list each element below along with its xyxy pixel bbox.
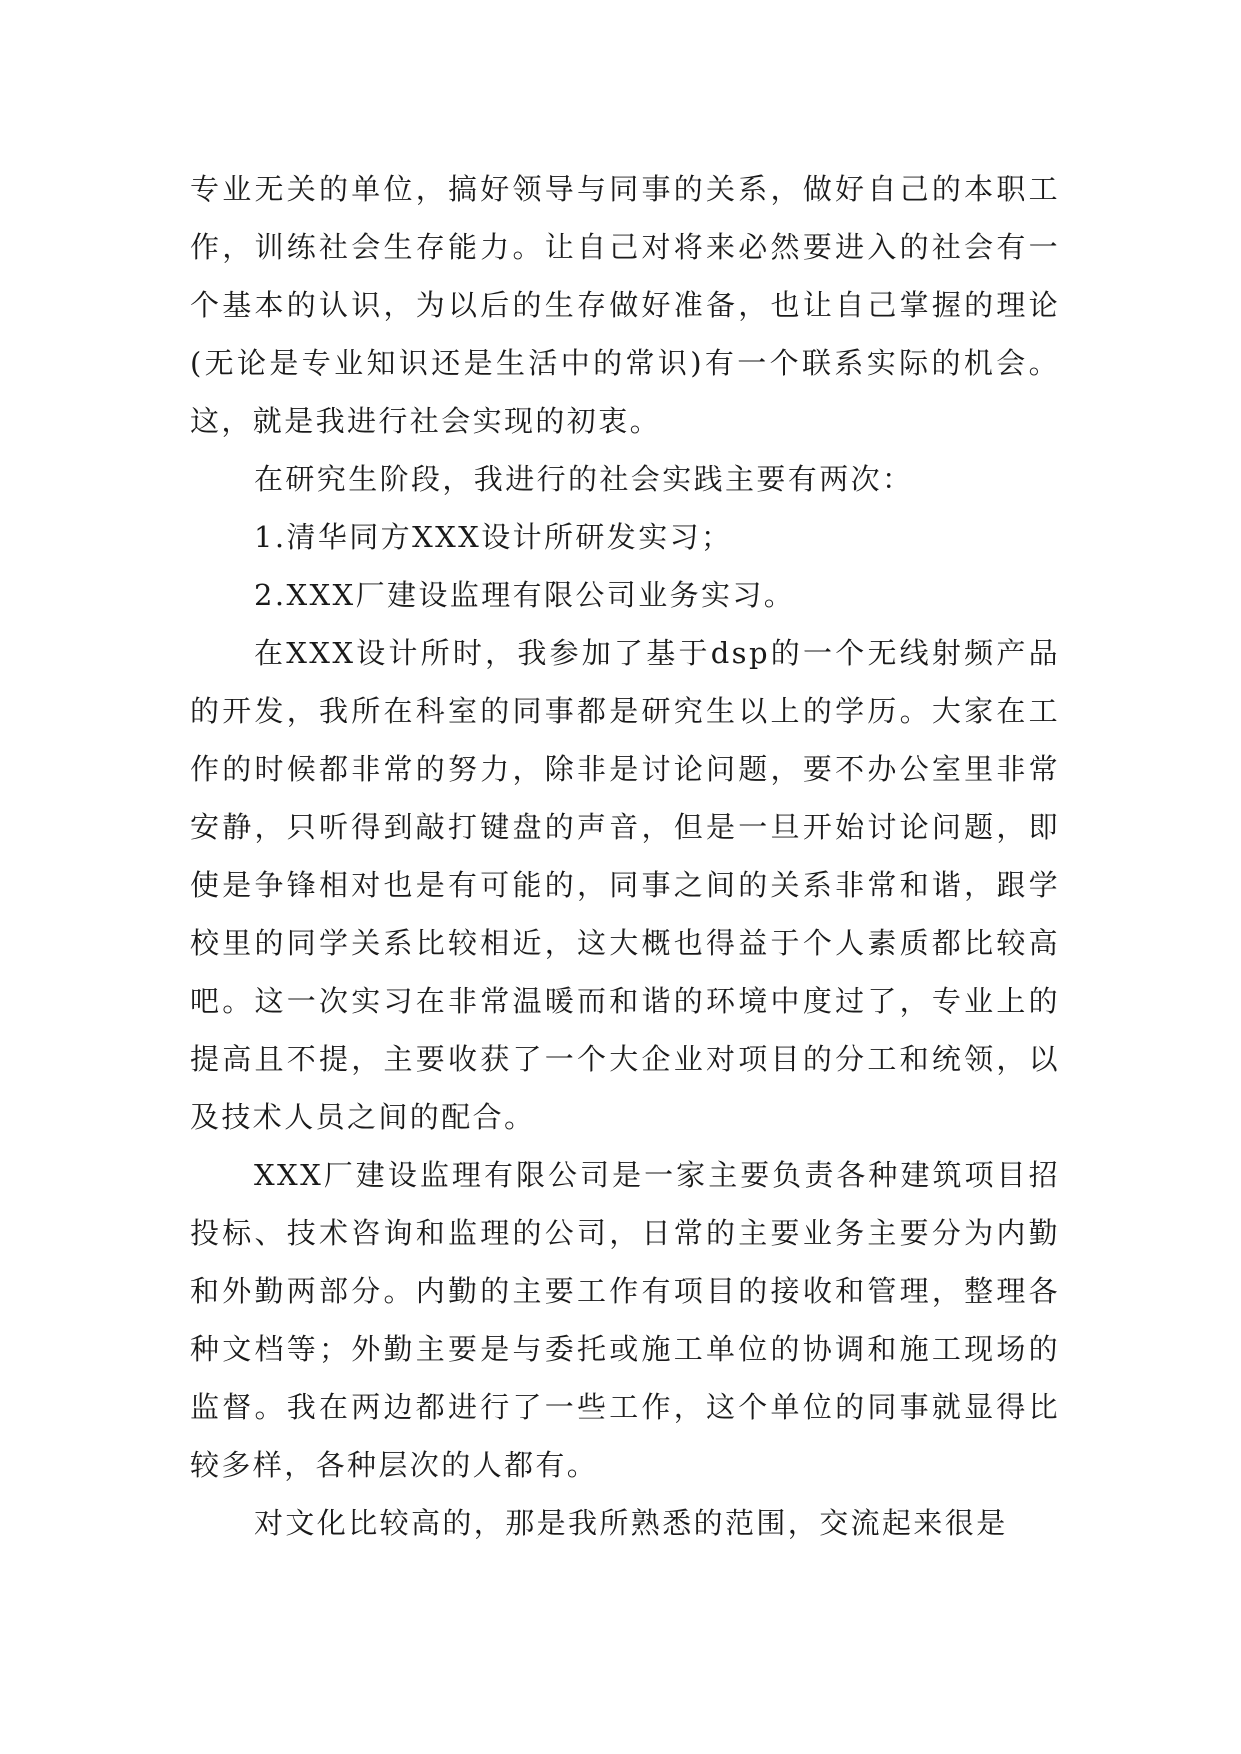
paragraph-4: XXX厂建设监理有限公司是一家主要负责各种建筑项目招投标、技术咨询和监理的公司，日常的主要业务主要分为内勤和外勤两部分。内勤的主要工作有项目的接收和管理，整理各种文档等；外勤主要是与委托或施工单位的协调和施工现场的监督。我在两边都进行了一些工作，这个单位的同事就显得比较多样，各种层次的人都有。 (190, 1158, 1060, 1482)
list-item-2: 2.XXX厂建设监理有限公司业务实习。 (254, 578, 796, 612)
paragraph-1: 专业无关的单位，搞好领导与同事的关系，做好自己的本职工作，训练社会生存能力。让自己对将来必然要进入的社会有一个基本的认识，为以后的生存做好准备，也让自己掌握的理论(无论是专业知识还是生活中的常识)有一个联系实际的机会。这，就是我进行社会实现的初衷。 (190, 172, 1060, 438)
paragraph-2: 在研究生阶段，我进行的社会实践主要有两次： (254, 462, 914, 496)
document-body (190, 160, 1060, 1552)
list-item-1: 1.清华同方XXX设计所研发实习； (254, 520, 733, 554)
paragraph-5: 对文化比较高的，那是我所熟悉的范围，交流起来很是 (254, 1506, 1008, 1540)
paragraph-3: 在XXX设计所时，我参加了基于dsp的一个无线射频产品的开发，我所在科室的同事都是研究生以上的学历。大家在工作的时候都非常的努力，除非是讨论问题，要不办公室里非常安静，只听得到敲打键盘的声音，但是一旦开始讨论问题，即使是争锋相对也是有可能的，同事之间的关系非常和谐，跟学校里的同学关系比较相近，这大概也得益于个人素质都比较高吧。这一次实习在非常温暖而和谐的环境中度过了，专业上的提高且不提，主要收获了一个大企业对项目的分工和统领，以及技术人员之间的配合。 (190, 636, 1060, 1134)
